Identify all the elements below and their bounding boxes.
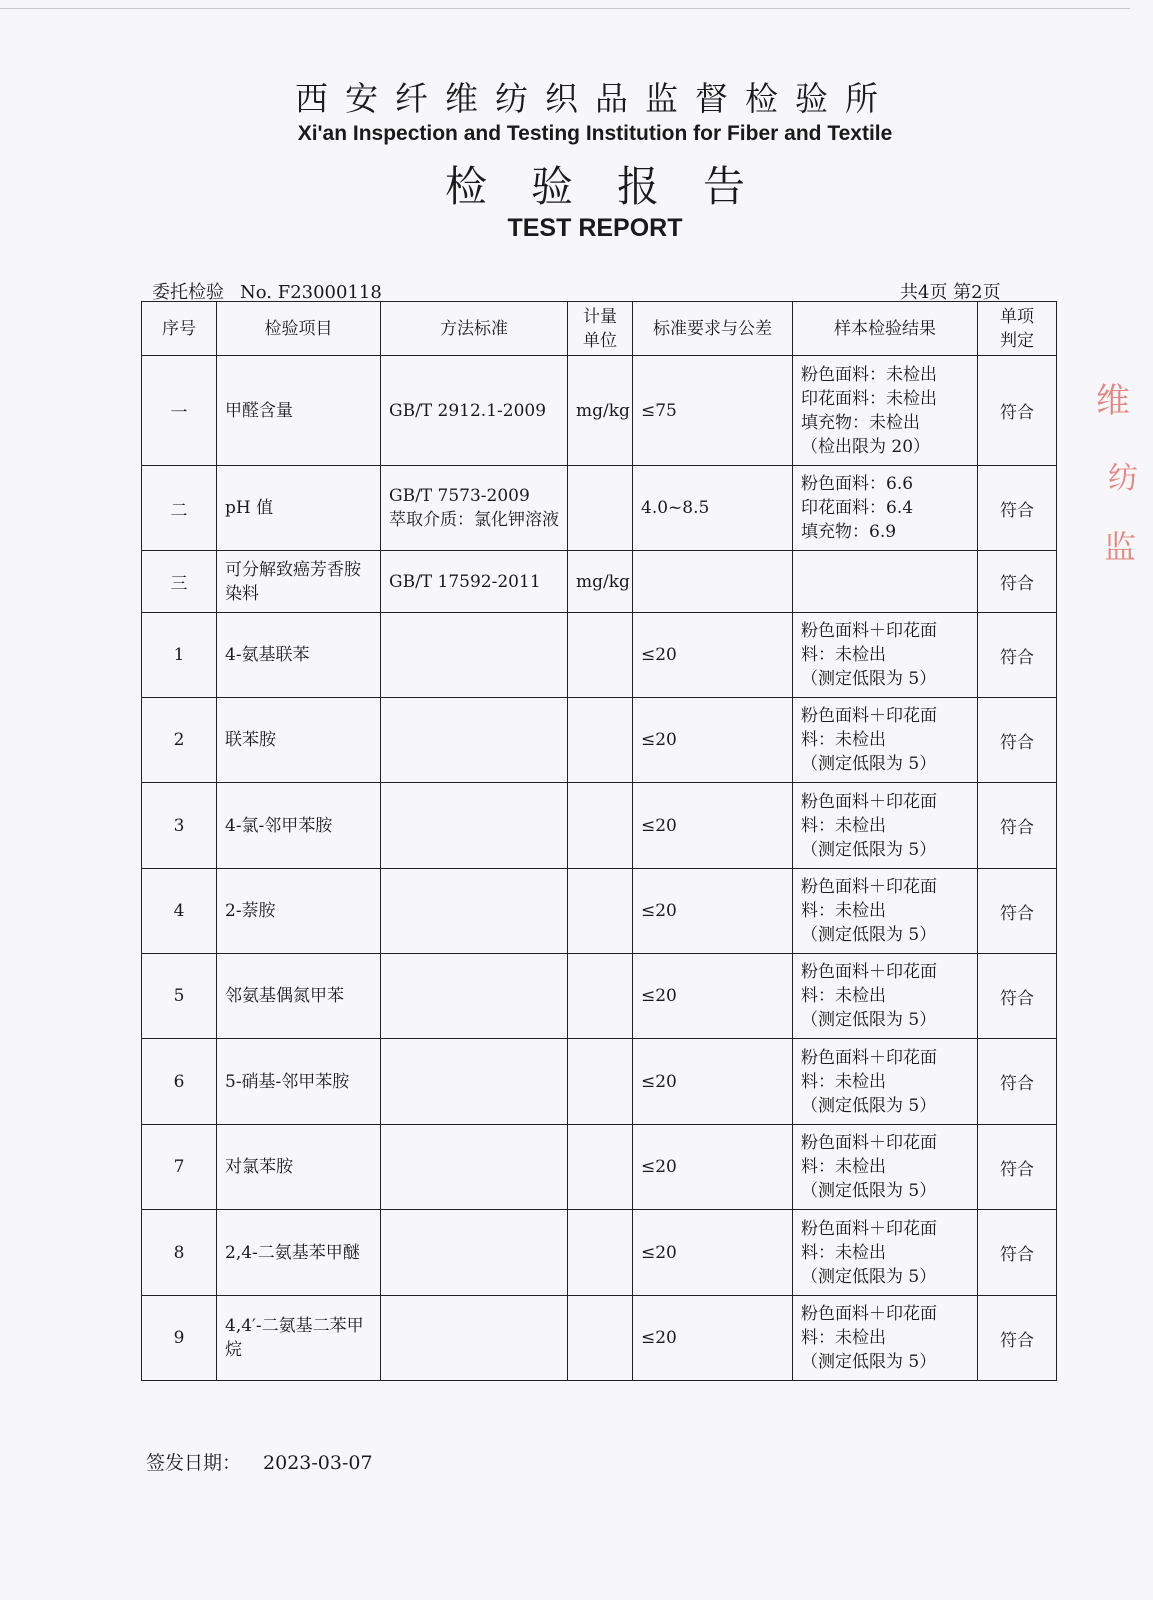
cell-seq: 1 (142, 613, 217, 698)
cell-item: 甲醛含量 (217, 356, 381, 466)
inspection-type: 委托检验 (152, 282, 224, 303)
cell-method: GB/T 7573-2009 萃取介质：氯化钾溶液 (381, 466, 568, 551)
report-number: No. F23000118 (240, 282, 382, 303)
cell-method (381, 783, 568, 869)
cell-result: 粉色面料：6.6 印花面料：6.4 填充物：6.9 (793, 466, 978, 551)
cell-seq: 6 (142, 1039, 217, 1125)
header-judgment: 单项 判定 (978, 302, 1057, 356)
cell-unit (568, 1039, 633, 1125)
svg-text:纺: 纺 (1108, 461, 1138, 496)
header-requirement: 标准要求与公差 (633, 302, 793, 356)
cell-item: 4,4′-二氨基二苯甲烷 (217, 1296, 381, 1381)
cell-seq: 8 (142, 1210, 217, 1296)
cell-judgment: 符合 (978, 613, 1057, 698)
cell-requirement: ≤20 (633, 954, 793, 1039)
cell-judgment: 符合 (978, 466, 1057, 551)
cell-requirement: ≤20 (633, 1210, 793, 1296)
institution-name-cn: 西安纤维纺织品监督检验所 (295, 79, 895, 118)
cell-item: 可分解致癌芳香胺染料 (217, 551, 381, 613)
cell-result: 粉色面料＋印花面料：未检出 （测定低限为 5） (793, 1039, 978, 1125)
cell-result: 粉色面料＋印花面料：未检出 （测定低限为 5） (793, 869, 978, 954)
cell-seq: 三 (142, 551, 217, 613)
cell-unit (568, 783, 633, 869)
cell-method: GB/T 2912.1-2009 (381, 356, 568, 466)
report-header (0, 78, 1153, 243)
cell-unit: mg/kg (568, 356, 633, 466)
institution-name-en: Xi'an Inspection and Testing Institution for Fiber and Textile (297, 122, 893, 145)
cell-judgment: 符合 (978, 1039, 1057, 1125)
cell-unit: mg/kg (568, 551, 633, 613)
table-row (142, 1039, 1057, 1125)
table-row (142, 356, 1057, 466)
cell-method: GB/T 17592-2011 (381, 551, 568, 613)
cell-requirement: ≤20 (633, 1039, 793, 1125)
report-title-cn: 检验报告 (444, 162, 789, 211)
table-row (142, 783, 1057, 869)
cell-judgment: 符合 (978, 954, 1057, 1039)
cell-method (381, 1210, 568, 1296)
cell-requirement: ≤20 (633, 869, 793, 954)
table-row (142, 613, 1057, 698)
svg-text:维: 维 (1096, 381, 1130, 421)
table-header-row (142, 302, 1057, 356)
cell-seq: 4 (142, 869, 217, 954)
table-row (142, 954, 1057, 1039)
header-unit: 计量 单位 (568, 302, 633, 356)
cell-judgment: 符合 (978, 1210, 1057, 1296)
cell-unit (568, 1125, 633, 1210)
cell-judgment: 符合 (978, 551, 1057, 613)
cell-method (381, 698, 568, 783)
cell-seq: 9 (142, 1296, 217, 1381)
cell-judgment: 符合 (978, 698, 1057, 783)
cell-method (381, 1296, 568, 1381)
cell-requirement: ≤20 (633, 613, 793, 698)
cell-method (381, 954, 568, 1039)
cell-item: 对氯苯胺 (217, 1125, 381, 1210)
table-row (142, 466, 1057, 551)
cell-item: 2-萘胺 (217, 869, 381, 954)
cell-result: 粉色面料＋印花面料：未检出 （测定低限为 5） (793, 954, 978, 1039)
cell-result (793, 551, 978, 613)
cell-item: 2,4-二氨基苯甲醚 (217, 1210, 381, 1296)
issue-date: 2023-03-07 (263, 1452, 373, 1474)
cell-seq: 5 (142, 954, 217, 1039)
table-row (142, 869, 1057, 954)
header-result: 样本检验结果 (793, 302, 978, 356)
cell-judgment: 符合 (978, 869, 1057, 954)
cell-result: 粉色面料＋印花面料：未检出 （测定低限为 5） (793, 698, 978, 783)
cell-result: 粉色面料＋印花面料：未检出 （测定低限为 5） (793, 1296, 978, 1381)
cell-item: 邻氨基偶氮甲苯 (217, 954, 381, 1039)
cell-item: 5-硝基-邻甲苯胺 (217, 1039, 381, 1125)
cell-requirement: ≤20 (633, 698, 793, 783)
header-item: 检验项目 (217, 302, 381, 356)
cell-unit (568, 698, 633, 783)
table-row (142, 1296, 1057, 1381)
cell-requirement: ≤20 (633, 1296, 793, 1381)
cell-result: 粉色面料：未检出 印花面料：未检出 填充物：未检出 （检出限为 20） (793, 356, 978, 466)
cell-judgment: 符合 (978, 1296, 1057, 1381)
cell-method (381, 869, 568, 954)
header-method: 方法标准 (381, 302, 568, 356)
svg-text:监: 监 (1104, 528, 1137, 566)
header-seq: 序号 (142, 302, 217, 356)
cell-unit (568, 869, 633, 954)
cell-item: pH 值 (217, 466, 381, 551)
cell-seq: 7 (142, 1125, 217, 1210)
scan-top-edge (0, 8, 1130, 9)
cell-requirement: ≤75 (633, 356, 793, 466)
cell-item: 4-氨基联苯 (217, 613, 381, 698)
cell-result: 粉色面料＋印花面料：未检出 （测定低限为 5） (793, 613, 978, 698)
cell-result: 粉色面料＋印花面料：未检出 （测定低限为 5） (793, 783, 978, 869)
issue-date-line (146, 1448, 373, 1475)
page-indicator: 共4页 第2页 (900, 282, 1001, 303)
cell-method (381, 613, 568, 698)
issue-date-label: 签发日期： (146, 1452, 242, 1474)
cell-method (381, 1125, 568, 1210)
cell-seq: 3 (142, 783, 217, 869)
table-row (142, 1210, 1057, 1296)
report-title-en: TEST REPORT (507, 214, 683, 242)
cell-judgment: 符合 (978, 783, 1057, 869)
official-seal-stamp (1088, 360, 1153, 580)
cell-unit (568, 613, 633, 698)
table-row (142, 698, 1057, 783)
cell-item: 4-氯-邻甲苯胺 (217, 783, 381, 869)
cell-item: 联苯胺 (217, 698, 381, 783)
cell-judgment: 符合 (978, 356, 1057, 466)
table-row (142, 551, 1057, 613)
cell-method (381, 1039, 568, 1125)
cell-unit (568, 954, 633, 1039)
cell-result: 粉色面料＋印花面料：未检出 （测定低限为 5） (793, 1125, 978, 1210)
cell-seq: 一 (142, 356, 217, 466)
cell-requirement: ≤20 (633, 783, 793, 869)
cell-unit (568, 1296, 633, 1381)
cell-requirement: 4.0~8.5 (633, 466, 793, 551)
table-row (142, 1125, 1057, 1210)
cell-judgment: 符合 (978, 1125, 1057, 1210)
cell-requirement: ≤20 (633, 1125, 793, 1210)
cell-unit (568, 1210, 633, 1296)
cell-seq: 2 (142, 698, 217, 783)
cell-requirement (633, 551, 793, 613)
test-results-table (141, 301, 1057, 1381)
cell-result: 粉色面料＋印花面料：未检出 （测定低限为 5） (793, 1210, 978, 1296)
cell-seq: 二 (142, 466, 217, 551)
cell-unit (568, 466, 633, 551)
